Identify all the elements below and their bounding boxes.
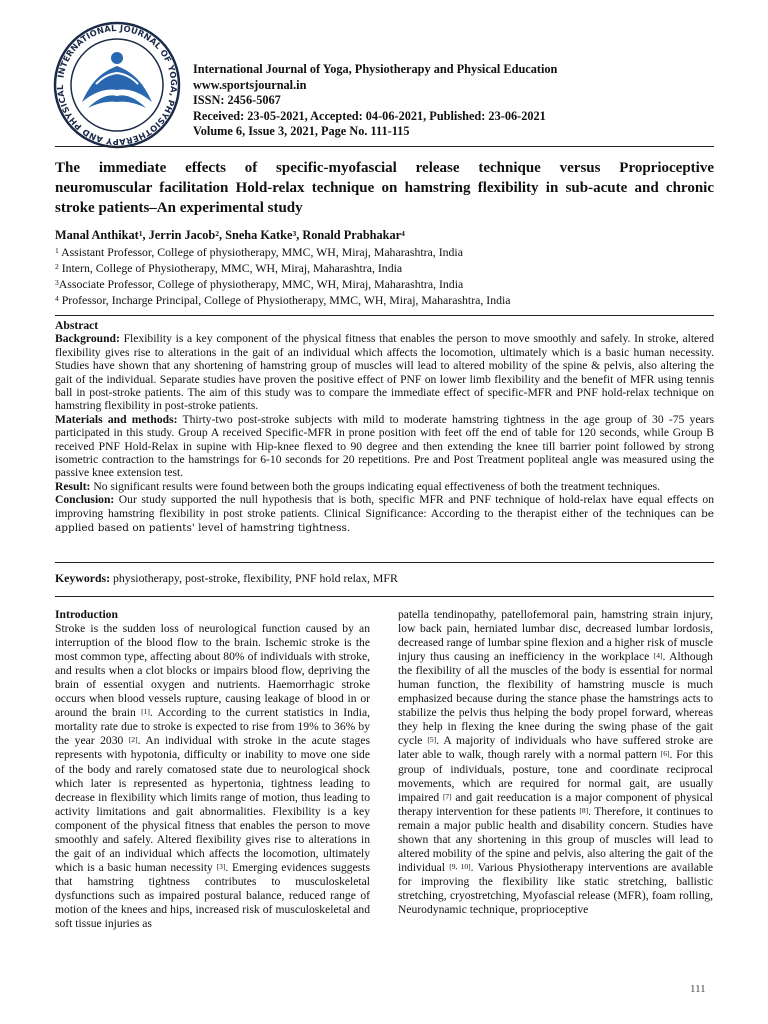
affiliation-sup: 3 (55, 278, 59, 287)
yoga-figure-icon (82, 52, 152, 108)
abstract-background (55, 332, 714, 412)
keywords (55, 571, 714, 586)
author-list: Manal Anthikat$^1$, Jerrin Jacob$^2$, Sneha Katke$^3$, Ronald Prabhakar$^4$ (55, 228, 405, 242)
citation-ref[interactable]: [2] (128, 735, 138, 745)
author-sup: 2 (215, 229, 219, 238)
volume-info: Volume 6, Issue 3, 2021, Page No. 111-115 (193, 124, 410, 138)
journal-logo-graphic (52, 20, 182, 150)
result-label: Result: (55, 479, 91, 493)
affiliation-text: Intern, College of Physiotherapy, MMC, WH, Miraj, Maharashtra, India (61, 261, 403, 275)
abstract-divider-top (55, 315, 714, 316)
body-text: . Therefore, it continues to remain a major public health and disability concern. Studies have shown that any shortening in this group of muscles will lead to altered mobility of the spine and pelvis, also altering the gait of the individual (398, 804, 713, 874)
affiliation (55, 276, 714, 292)
author-name: Jerrin Jacob (148, 228, 216, 242)
keywords-text: physiotherapy, post-stroke, flexibility, PNF hold relax, MFR (113, 571, 398, 585)
affiliation-text: Associate Professor, College of physiotherapy, MMC, WH, Miraj, Maharashtra, India (58, 277, 464, 291)
abstract-conclusion (55, 493, 714, 535)
title-line-2: neuromuscular facilitation Hold-relax technique on hamstring flexibility in sub-acute and chronic (55, 180, 714, 196)
author-name: Sneha Katke (225, 228, 293, 242)
body-column-left (55, 608, 370, 931)
journal-name: International Journal of Yoga, Physiotherapy and Physical Education (193, 62, 558, 76)
body-text: . An individual with stroke in the acute stages represents with hypotonia, difficulty or inability to move one side of the body and rarely comatosed state due to neurological shock which later is represented as hypertonia, tightness leading to decrease in flexibility which limits range of motion, thus leading to activity limitations and gait abnormalities. Flexibility is a key component of the physical fitness that enables the person to move smoothly and safely. Altered flexibility gives rise to alterations in the gait of an individual which affects the locomotion, ultimately which is a basic human necessity (55, 734, 371, 874)
abstract-heading: Abstract (55, 319, 99, 332)
affiliation (55, 244, 714, 260)
affiliation-text: Professor, Incharge Principal, College of Physiotherapy, MMC, WH, Miraj, Maharashtra, India (61, 293, 511, 307)
citation-ref[interactable]: [6] (660, 749, 670, 759)
abstract-section (55, 319, 714, 536)
affiliation-sup: 1 (55, 246, 59, 255)
title-line-1: The immediate effects of specific-myofascial release technique versus Proprioceptive (55, 160, 714, 176)
citation-ref[interactable]: [5] (427, 735, 437, 745)
citation-ref[interactable]: [3] (216, 861, 226, 871)
abstract-result (55, 480, 714, 493)
title-line-3: stroke patients–An experimental study (55, 200, 303, 216)
body-text: . Various Physiotherapy interventions are available for improving the flexibility like static stretching, ballistic stretching, cryostretching, Myofascial release (MFR), foam rolling, Neurodynamic technique, proprioceptive (398, 860, 713, 916)
introduction-heading: Introduction (55, 608, 118, 621)
introduction-paragraph-left (55, 622, 370, 931)
affiliation-sup: 2 (55, 262, 59, 271)
body-text: and gait reeducation is a major component of physical therapy intervention for these patients (398, 790, 714, 818)
journal-header (193, 62, 733, 140)
background-label: Background: (55, 332, 120, 346)
abstract-divider-bottom (55, 562, 714, 563)
header-divider (55, 146, 714, 147)
body-text: . According to the current statistics in India, mortality rate due to stroke is expected to rise from 19% to 36% by the year 2030 (55, 706, 370, 748)
affiliation (55, 260, 714, 276)
body-column-right (398, 608, 713, 917)
affiliation-sup: 4 (55, 294, 59, 303)
citation-ref[interactable]: [7] (442, 791, 452, 801)
author-sup: 1 (138, 229, 143, 238)
body-text: Stroke is the sudden loss of neurological function caused by an interruption of the blood flow to the brain. Ischemic stroke is the most common type, affecting about 80% of individuals with stroke, and results when a clot blocks or impairs blood flow, depriving the brain of essential oxygen and nutrients. Haemorrhagic stroke occurs when blood vessels rupture, causing leakage of blood in or around the brain (55, 622, 370, 720)
conclusion-tail-text: be applied based on patients' level of hamstring tightness. (55, 507, 714, 535)
conclusion-text: Our study supported the null hypothesis that is both, specific MFR and PNF technique of hold-relax have equal effects on improving hamstring flexibility in post stroke patients. Clinical Significance: According to the therapist either of the techniques can (55, 493, 714, 520)
author-name: Ronald Prabhakar (302, 228, 402, 242)
author-sup: 3 (292, 229, 297, 238)
body-text: patella tendinopathy, patellofemoral pain, hamstring strain injury, low back pain, herniated lumbar disc, decreased lumbar lordosis, decreased range of lumbar spine flexion and a higher risk of muscle injury thus causing an inefficiency in the workplace (398, 608, 713, 664)
affiliation-list (55, 244, 714, 308)
body-text: . Emerging evidences suggests that hamstring tightness contributes to musculoskeletal dysfunctions such as impaired postural balance, reduced range of motion of the knees and hips, increased risk of musculoskeletal and soft tissue injuries as (55, 860, 370, 931)
keywords-divider (55, 596, 714, 597)
author-name: Manal Anthikat (55, 228, 139, 242)
logo-ring-text: INTERNATIONAL JOURNAL OF YOGA, PHYSIOTHERAPY AND PHYSICAL (54, 22, 180, 148)
citation-ref[interactable]: [4] (653, 651, 663, 661)
introduction-paragraph-right (398, 608, 713, 917)
methods-text: Thirty-two post-stroke subjects with mild to moderate hamstring tightness in the age group of 30 -75 years participated in this study. Group A received Specific-MFR in prone position with feet off the end of table for 120 seconds, while Group B received PNF Hold-Relax in supine with Hip-knee flexed to 90 degree and then extending the knee till barrier point followed by strong isometric contraction to the hamstrings for 6-10 seconds for 20 repetitions. Pre and Post Treatment popliteal angle was measured using the passive knee extension test. (55, 412, 714, 480)
conclusion-label: Conclusion: (55, 493, 115, 507)
journal-logo (52, 20, 182, 150)
result-text: No significant results were found between both the groups indicating equal effectiveness of both the treatment techniques. (93, 479, 661, 493)
citation-ref[interactable]: [1] (141, 707, 150, 717)
page-number: 111 (690, 983, 706, 995)
body-text: . For this group of individuals, posture, tone and coordinate reciprocal movements, which are required for normal gait, are usually impaired (398, 748, 713, 804)
methods-label: Materials and methods: (55, 412, 178, 426)
body-text: . Although the flexibility of all the muscles of the body is essential for normal human function, the flexibility of hamstring muscle is much emphasized because during the stance phase the hamstrings acts to stabilize the pelvis thus helping the body propel forward, whereas they help in flexing the knee during the swing phase of the gait cycle (398, 650, 713, 748)
keywords-label: Keywords: (55, 571, 111, 585)
journal-issn: ISSN: 2456-5067 (193, 93, 281, 107)
author-sup: 4 (401, 229, 405, 238)
background-text: Flexibility is a key component of the physical fitness that enables the person to move smoothly and safely. In stroke, altered flexibility gives rise to alterations in the gait of an individual which affects the locomotion, ultimately which is a basic human necessity. Studies have shown that any shortening of hamstring group of muscles will lead to altered mobility of the spine & pelvis, also altering the gait of the individual. Separate studies have proven the positive effect of PNF on lower limb flexibility and the benefit of MFR using tennis ball in post-stroke patients. The aim of this study was to compare the immediate effect of specific-MFR and PNF hold-relax technique on hamstring flexibility in post-stroke patients. (55, 332, 715, 413)
affiliation-text: Assistant Professor, College of physiotherapy, MMC, WH, Miraj, Maharashtra, India (61, 245, 463, 259)
affiliation (55, 292, 714, 308)
citation-ref[interactable]: [9, 10] (449, 861, 471, 871)
citation-ref[interactable]: [8] (579, 805, 589, 815)
paper-title (55, 158, 714, 218)
abstract-methods (55, 413, 714, 480)
body-text: . A majority of individuals who have suffered stroke are later able to walk, though rarely with a normal pattern (398, 734, 713, 762)
journal-website[interactable]: www.sportsjournal.in (193, 77, 307, 92)
publication-dates: Received: 23-05-2021, Accepted: 04-06-2021, Published: 23-06-2021 (193, 108, 546, 123)
